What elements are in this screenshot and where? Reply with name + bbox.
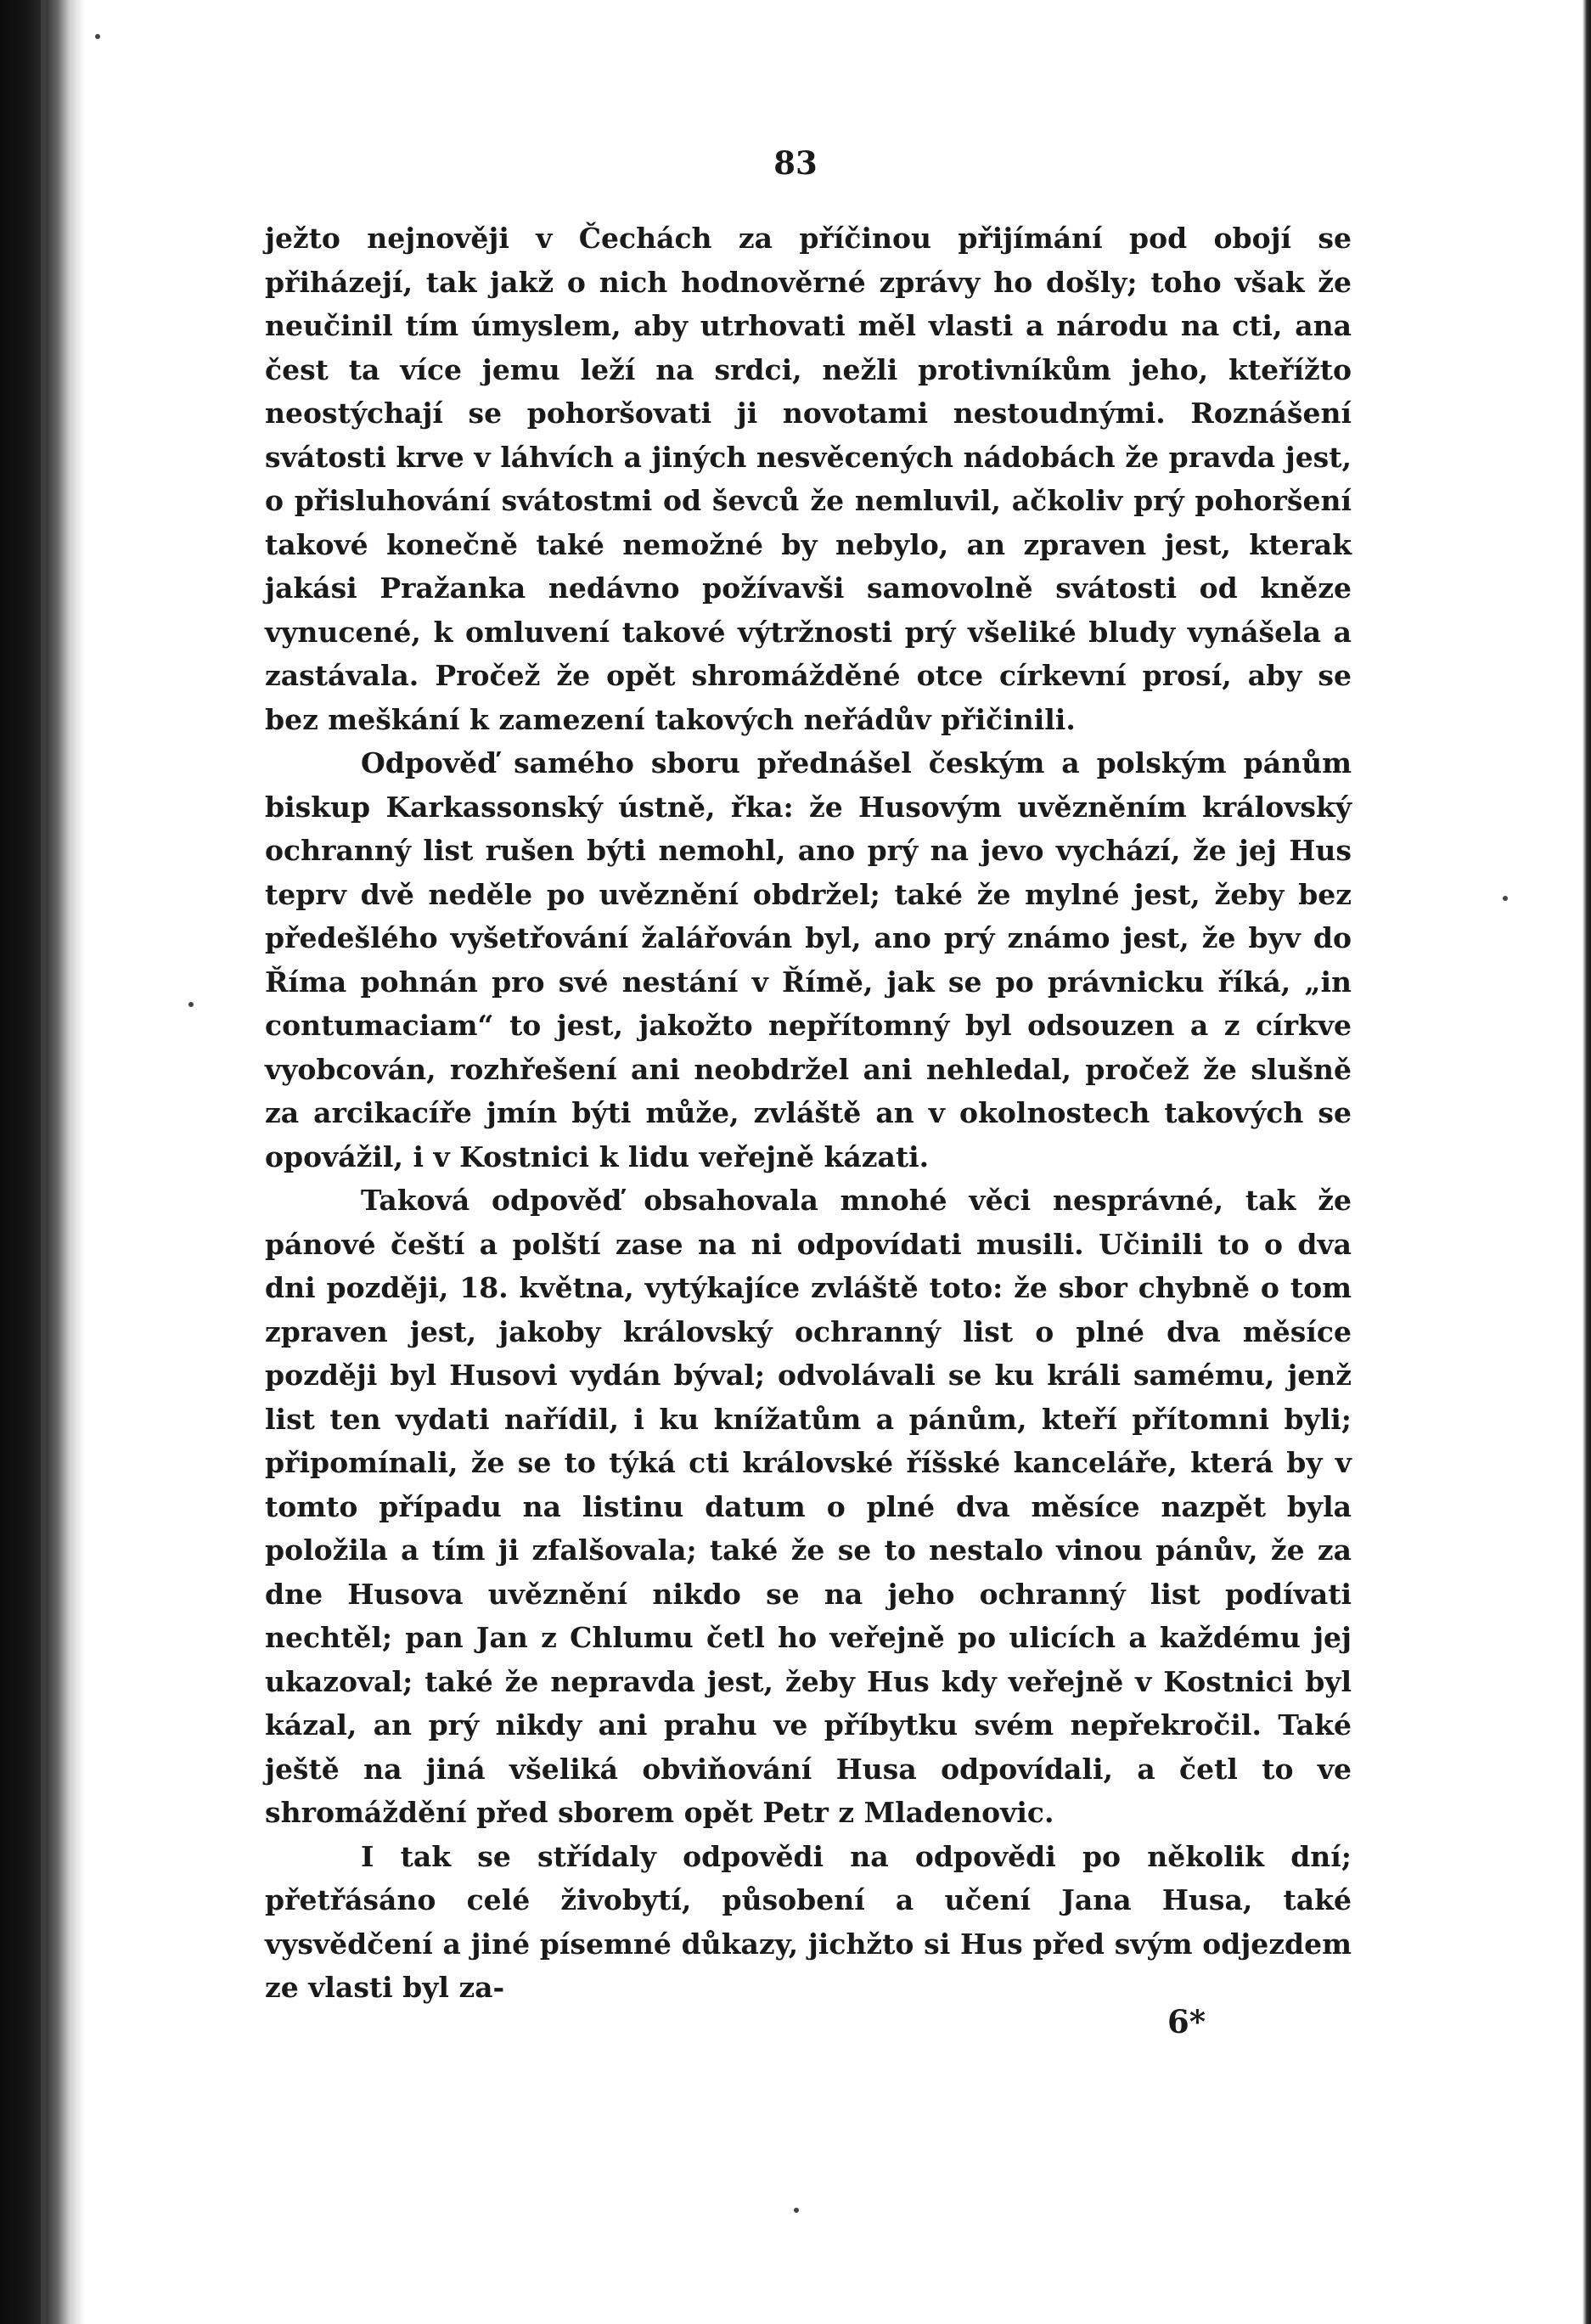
scan-speck [95, 34, 100, 39]
scan-speck [794, 2208, 799, 2213]
scan-speck [188, 1002, 194, 1007]
page-number: 83 [773, 144, 818, 182]
paragraph: Odpověď samého sboru přednášel českým a polským pánům biskup Karkassonský ústně, řka: že Husovým uvězněním královský ochranný list rušen býti nemohl, ano prý na jevo vychází, že jej Hus teprv dvě neděle po uvěznění obdržel; také že mylné jest, žeby bez předešlého vyšetřování žalářován byl, ano prý známo jest, že byv do Říma pohnán pro své nestání v Římě, jak se po právnicku říká, „in contumaciam“ to jest, jakožto nepřítomný byl odsouzen a z církve vyobcován, rozhřešení ani neobdržel ani nehledal, pročež že slušně za arcikacíře jmín býti může, zvláště an v okolnostech takových se opovážil, i v Kostnici k lidu veřejně kázati. [265, 746, 1352, 1173]
scan-speck [1503, 896, 1508, 901]
paragraph: Taková odpověď obsahovala mnohé věci nesprávné, tak že pánové čeští a polští zase na ni odpovídati musili. Učinili to o dva dni později, 18. května, vytýkajíce zvláště toto: že sbor chybně o tom zpraven jest, jakoby královský ochranný list o plné dva měsíce později byl Husovi vydán býval; odvolávali se ku králi samému, jenž list ten vydati nařídil, i ku knížatům a pánům, kteří přítomni byli; připomínali, že se to týká cti královské říšské kanceláře, která by v tomto případu na listinu datum o plné dva měsíce nazpět byla položila a tím ji zfalšovala; také že se to nestalo vinou pánův, že za dne Husova uvěznění nikdo se na jeho ochranný list podívati nechtěl; pan Jan z Chlumu četl ho veřejně po ulicích a každému jej ukazoval; také že nepravda jest, žeby Hus kdy veřejně v Kostnici byl kázal, an prý nikdy ani prahu ve příbytku svém nepřekročil. Také ještě na jiná všeliká obviňování Husa odpovídali, a četl to ve shromáždění před sborem opět Petr z Mladenovic. [265, 1184, 1352, 1829]
paragraph: I tak se střídaly odpovědi na odpovědi po několik dní; přetřásáno celé živobytí, působení a učení Jana Husa, také vysvědčení a jiné písemné důkazy, jichžto si Hus před svým odjezdem ze vlasti byl za- [265, 1839, 1352, 2004]
signature-mark: 6* [1167, 2003, 1206, 2040]
body-text [265, 217, 1352, 2010]
scan-right-edge [1583, 0, 1591, 2324]
paragraph: ježto nejnověji v Čechách za příčinou přijímání pod obojí se přiházejí, tak jakž o nich hodnověrné zprávy ho došly; toho však že neučinil tím úmyslem, aby utrhovati měl vlasti a národu na cti, ana čest ta více jemu leží na srdci, nežli protivníkům jeho, kteřížto neostýchají se pohoršovati ji novotami nestoudnými. Roznášení svátosti krve v láhvích a jiných nesvěcených nádobách že pravda jest, o přisluhování svátostmi od ševců že nemluvil, ačkoliv prý pohoršení takové konečně také nemožné by nebylo, an zpraven jest, kterak jakási Pražanka nedávno požívavši samovolně svátosti od kněze vynucené, k omluvení takové výtržnosti prý všeliké bludy vynášela a zastávala. Pročež že opět shromážděné otce církevní prosí, aby se bez meškání k zamezení takových neřádův přičinili. [265, 222, 1352, 736]
scan-binding-line [41, 0, 46, 2324]
